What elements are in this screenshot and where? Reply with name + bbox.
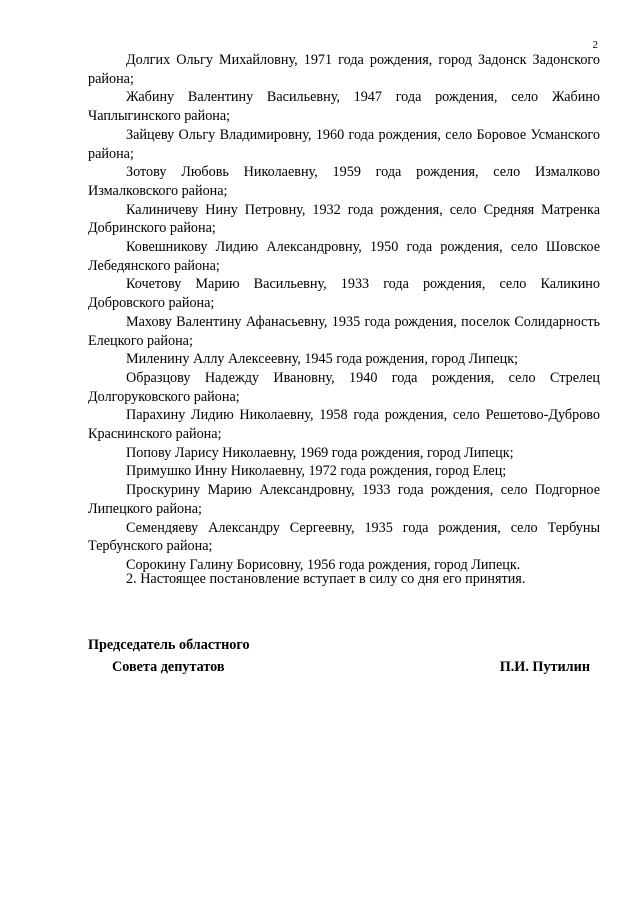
list-item: Долгих Ольгу Михайловну, 1971 года рождения, город Задонск Задонского района; (88, 52, 600, 87)
list-item: Зотову Любовь Николаевну, 1959 года рождения, село Измалково Измалковского района; (88, 164, 600, 199)
list-item: Махову Валентину Афанасьевну, 1935 года рождения, поселок Солидарность Елецкого района; (88, 313, 600, 349)
awardee-list (88, 51, 600, 575)
list-item: Калиничеву Нину Петровну, 1932 года рождения, село Средняя Матренка Добринского района; (88, 201, 600, 237)
list-item: Образцову Надежду Ивановну, 1940 года рождения, село Стрелец Долгоруковского района; (88, 369, 600, 405)
signature-block (88, 634, 600, 678)
list-item: Примушко Инну Николаевну, 1972 года рождения, город Елец; (126, 463, 507, 480)
signatory-name: П.И. Путилин (499, 659, 590, 675)
list-item: Ковешникову Лидию Александровну, 1950 года рождения, село Шовское Лебедянского района; (88, 239, 600, 274)
list-item: Сорокину Галину Борисовну, 1956 года рождения, город Липецк. (126, 556, 521, 573)
list-item: Жабину Валентину Васильевну, 1947 года рождения, село Жабино Чаплыгинского района; (88, 89, 600, 125)
page-number: 2 (592, 39, 598, 51)
list-item: Проскурину Марию Александровну, 1933 года рождения, село Подгорное Липецкого района; (88, 482, 600, 517)
list-item: Зайцеву Ольгу Владимировну, 1960 года рождения, село Боровое Усманского района; (88, 126, 600, 162)
signature-row (88, 656, 600, 678)
signatory-title-line2: Совета депутатов (112, 659, 225, 675)
list-item: Парахину Лидию Николаевну, 1958 года рождения, село Решетово-Дуброво Краснинского района; (88, 407, 600, 443)
list-item: Попову Ларису Николаевну, 1969 года рождения, город Липецк; (126, 444, 514, 461)
list-item: Семендяеву Александру Сергеевну, 1935 года рождения, село Тербуны Тербунского района; (88, 519, 600, 555)
effective-clause: 2. Настоящее постановление вступает в силу со дня его принятия. (126, 571, 526, 587)
signatory-title-line1: Председатель областного (88, 637, 250, 653)
list-item: Миленину Аллу Алексеевну, 1945 года рождения, город Липецк; (126, 351, 519, 368)
list-item: Кочетову Марию Васильевну, 1933 года рождения, село Каликино Добровского района; (88, 276, 600, 312)
